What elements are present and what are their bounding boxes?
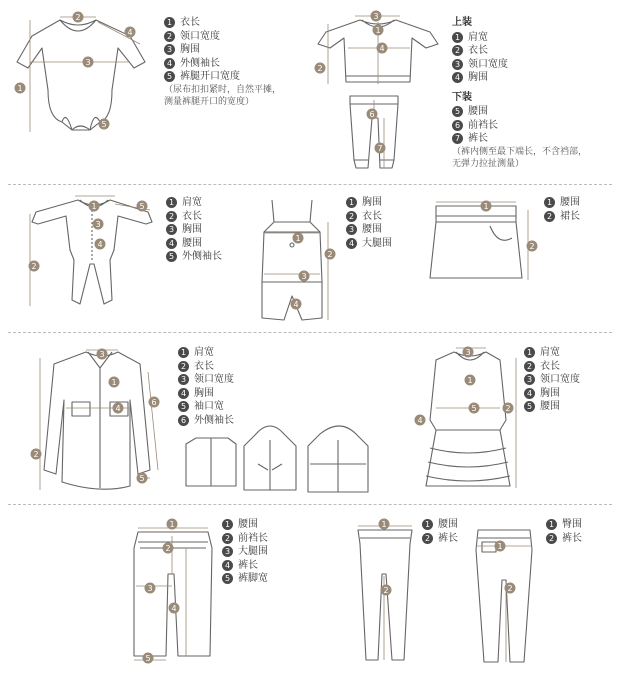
number-badge: 1 bbox=[524, 347, 535, 358]
legend-label: 腰围 bbox=[468, 106, 488, 117]
legend-label: 腰围 bbox=[238, 519, 258, 530]
top-heading: 上装 bbox=[452, 17, 472, 28]
leggings-legend bbox=[422, 518, 458, 545]
legend-label: 裙长 bbox=[560, 210, 580, 222]
number-badge: 1 bbox=[178, 347, 189, 358]
number-badge: 5 bbox=[164, 71, 175, 82]
svg-text:3: 3 bbox=[85, 58, 91, 67]
number-badge: 2 bbox=[544, 211, 555, 222]
svg-text:2: 2 bbox=[33, 450, 39, 459]
legend-label: 外侧袖长 bbox=[194, 414, 234, 426]
svg-text:1: 1 bbox=[375, 26, 381, 35]
legend-label: 领口宽度 bbox=[194, 374, 234, 385]
svg-text:5: 5 bbox=[471, 404, 477, 413]
svg-text:1: 1 bbox=[381, 520, 387, 529]
legend-item bbox=[524, 400, 580, 414]
number-badge: 1 bbox=[544, 197, 555, 208]
number-badge: 4 bbox=[178, 388, 189, 399]
number-badge: 2 bbox=[166, 211, 177, 222]
legend-label: 胸围 bbox=[468, 72, 488, 83]
shirt-legend bbox=[178, 346, 234, 427]
svg-text:1: 1 bbox=[17, 84, 23, 93]
legend-label: 裤长 bbox=[238, 559, 258, 571]
svg-text:6: 6 bbox=[151, 398, 157, 407]
legend-item bbox=[452, 105, 587, 119]
legend-label: 裤长 bbox=[468, 133, 488, 144]
legend-item bbox=[546, 518, 582, 532]
legend-item bbox=[546, 532, 582, 546]
trousers-legend bbox=[222, 518, 268, 586]
legend-label: 胸围 bbox=[540, 387, 560, 399]
svg-text:3: 3 bbox=[147, 584, 153, 593]
legend-label: 领口宽度 bbox=[180, 30, 220, 42]
legend-item bbox=[164, 43, 281, 57]
legend-item bbox=[524, 346, 580, 360]
svg-text:2: 2 bbox=[165, 544, 171, 553]
legend-label: 腰围 bbox=[540, 401, 560, 412]
section-divider bbox=[8, 184, 612, 185]
legend-label: 裤腿开口宽度 bbox=[180, 71, 240, 82]
svg-text:2: 2 bbox=[529, 242, 535, 251]
number-badge: 1 bbox=[346, 197, 357, 208]
number-badge: 2 bbox=[452, 45, 463, 56]
legend-item bbox=[222, 572, 268, 586]
svg-text:5: 5 bbox=[101, 120, 107, 129]
legend-item bbox=[178, 387, 234, 401]
number-badge: 3 bbox=[452, 59, 463, 70]
legend-item bbox=[452, 44, 587, 58]
svg-text:3: 3 bbox=[301, 272, 307, 281]
legend-item bbox=[544, 196, 580, 210]
number-badge: 3 bbox=[346, 224, 357, 235]
legend-label: 衣长 bbox=[194, 360, 214, 372]
legend-item bbox=[166, 250, 222, 264]
legend-label: 腰围 bbox=[560, 197, 580, 208]
svg-text:7: 7 bbox=[377, 144, 383, 153]
legend-label: 胸围 bbox=[180, 44, 200, 55]
legend-item bbox=[452, 132, 587, 146]
legend-label: 胸围 bbox=[182, 224, 202, 235]
overall-shorts-legend bbox=[346, 196, 392, 250]
legend-label: 裤长 bbox=[562, 532, 582, 544]
number-badge: 3 bbox=[178, 374, 189, 385]
legend-item bbox=[166, 196, 222, 210]
legend-label: 前裆长 bbox=[468, 119, 498, 131]
svg-text:1: 1 bbox=[467, 376, 473, 385]
legend-item bbox=[544, 210, 580, 224]
legend-item bbox=[346, 210, 392, 224]
svg-text:2: 2 bbox=[31, 262, 37, 271]
legend-label: 衣长 bbox=[180, 17, 200, 28]
number-badge: 2 bbox=[346, 211, 357, 222]
number-badge: 2 bbox=[164, 31, 175, 42]
skirt-legend bbox=[544, 196, 580, 223]
svg-text:4: 4 bbox=[171, 604, 177, 613]
legend-item bbox=[164, 57, 281, 71]
legend-item bbox=[164, 70, 281, 84]
legend-label: 外侧袖长 bbox=[182, 251, 222, 262]
legend-item bbox=[346, 237, 392, 251]
svg-text:3: 3 bbox=[373, 12, 379, 21]
dress-illustration bbox=[426, 352, 510, 486]
number-badge: 1 bbox=[452, 32, 463, 43]
svg-text:2: 2 bbox=[505, 404, 511, 413]
legend-item bbox=[524, 373, 580, 387]
legend-item bbox=[452, 119, 587, 133]
number-badge: 4 bbox=[222, 560, 233, 571]
legend-item bbox=[178, 373, 234, 387]
number-badge: 1 bbox=[222, 519, 233, 530]
svg-text:1: 1 bbox=[295, 234, 301, 243]
number-badge: 2 bbox=[546, 533, 557, 544]
svg-text:2: 2 bbox=[327, 250, 333, 259]
legend-label: 肩宽 bbox=[182, 197, 202, 208]
legend-item bbox=[422, 532, 458, 546]
number-badge: 2 bbox=[524, 361, 535, 372]
legend-label: 领口宽度 bbox=[540, 374, 580, 385]
legend-item bbox=[422, 518, 458, 532]
legend-item bbox=[178, 400, 234, 414]
bodysuit-legend bbox=[164, 16, 281, 108]
number-badge: 4 bbox=[166, 238, 177, 249]
number-badge: 4 bbox=[524, 388, 535, 399]
number-badge: 5 bbox=[524, 401, 535, 412]
legend-item bbox=[222, 518, 268, 532]
legend-item bbox=[524, 387, 580, 401]
number-badge: 2 bbox=[422, 533, 433, 544]
legend-item bbox=[452, 58, 587, 72]
svg-text:5: 5 bbox=[145, 654, 151, 663]
legend-item bbox=[452, 31, 587, 45]
svg-text:4: 4 bbox=[293, 300, 299, 309]
svg-text:1: 1 bbox=[169, 520, 175, 529]
legend-label: 胸围 bbox=[194, 387, 214, 399]
svg-text:3: 3 bbox=[99, 350, 105, 359]
number-badge: 1 bbox=[546, 519, 557, 530]
number-badge: 3 bbox=[166, 224, 177, 235]
legend-note: （裤内侧至最下端长，不含裆部， bbox=[452, 146, 588, 157]
legend-note: 测量裤腿开口的宽度） bbox=[164, 96, 255, 107]
svg-text:2: 2 bbox=[507, 584, 513, 593]
svg-text:1: 1 bbox=[91, 202, 97, 211]
small-jacket-1-illustration bbox=[186, 438, 236, 486]
legend-item bbox=[346, 196, 392, 210]
number-badge: 4 bbox=[164, 58, 175, 69]
legend-label: 肩宽 bbox=[468, 31, 488, 43]
legend-item bbox=[178, 360, 234, 374]
legend-item bbox=[166, 223, 222, 237]
legend-item bbox=[346, 223, 392, 237]
skirt-illustration bbox=[430, 206, 522, 278]
legend-label: 衣长 bbox=[362, 210, 382, 222]
svg-text:1: 1 bbox=[111, 378, 117, 387]
number-badge: 6 bbox=[452, 120, 463, 131]
legend-item bbox=[452, 71, 587, 85]
svg-text:2: 2 bbox=[75, 13, 81, 22]
legend-item bbox=[524, 360, 580, 374]
top-measures bbox=[328, 16, 410, 84]
legend-label: 领口宽度 bbox=[468, 58, 508, 70]
svg-text:3: 3 bbox=[95, 220, 101, 229]
svg-text:4: 4 bbox=[127, 28, 133, 37]
trousers-illustration bbox=[134, 532, 212, 656]
legend-label: 胸围 bbox=[362, 197, 382, 208]
legend-item bbox=[222, 545, 268, 559]
bodysuit-measures bbox=[30, 17, 140, 132]
svg-text:5: 5 bbox=[139, 202, 145, 211]
svg-text:4: 4 bbox=[379, 44, 385, 53]
legend-label: 肩宽 bbox=[194, 347, 214, 358]
legend-label: 裤脚宽 bbox=[238, 573, 268, 584]
svg-text:5: 5 bbox=[139, 474, 145, 483]
svg-text:6: 6 bbox=[369, 110, 375, 119]
number-badge: 3 bbox=[164, 44, 175, 55]
number-badge: 1 bbox=[166, 197, 177, 208]
number-badge: 5 bbox=[452, 106, 463, 117]
section-divider bbox=[8, 332, 612, 333]
number-badge: 5 bbox=[178, 401, 189, 412]
svg-text:4: 4 bbox=[417, 416, 423, 425]
legend-label: 腰围 bbox=[438, 519, 458, 530]
legend-item bbox=[166, 210, 222, 224]
bottom-heading: 下装 bbox=[452, 91, 472, 103]
legend-label: 外侧袖长 bbox=[180, 57, 220, 69]
number-badge: 3 bbox=[524, 374, 535, 385]
legend-item bbox=[178, 414, 234, 428]
svg-text:2: 2 bbox=[383, 586, 389, 595]
legend-item bbox=[164, 30, 281, 44]
section-divider bbox=[8, 504, 612, 505]
svg-text:4: 4 bbox=[97, 240, 103, 249]
legend-label: 衣长 bbox=[540, 360, 560, 372]
number-badge: 5 bbox=[222, 573, 233, 584]
legend-label: 腰围 bbox=[362, 224, 382, 235]
legend-label: 肩宽 bbox=[540, 347, 560, 358]
number-badge: 4 bbox=[346, 238, 357, 249]
legend-label: 衣长 bbox=[182, 210, 202, 222]
shirt-illustration bbox=[44, 352, 150, 489]
legend-label: 臀围 bbox=[562, 519, 582, 530]
number-badge: 5 bbox=[166, 251, 177, 262]
number-badge: 1 bbox=[422, 519, 433, 530]
small-hoodie-illustration bbox=[244, 426, 296, 490]
legend-note: 无弹力拉扯测量） bbox=[452, 158, 525, 169]
legend-label: 大腿围 bbox=[362, 237, 392, 249]
legend-label: 裤长 bbox=[438, 532, 458, 544]
romper-legend bbox=[166, 196, 222, 264]
svg-text:3: 3 bbox=[465, 348, 471, 357]
number-badge: 6 bbox=[178, 415, 189, 426]
svg-text:1: 1 bbox=[483, 202, 489, 211]
small-parka-illustration bbox=[308, 426, 368, 492]
dress-legend bbox=[524, 346, 580, 414]
legend-label: 衣长 bbox=[468, 45, 488, 56]
legend-item bbox=[166, 237, 222, 251]
legend-item bbox=[178, 346, 234, 360]
number-badge: 1 bbox=[164, 17, 175, 28]
legend-label: 前裆长 bbox=[238, 532, 268, 544]
romper-illustration bbox=[32, 200, 152, 304]
number-badge: 2 bbox=[178, 361, 189, 372]
legend-label: 袖口宽 bbox=[194, 401, 224, 412]
svg-text:2: 2 bbox=[317, 64, 323, 73]
tights-legend bbox=[546, 518, 582, 545]
legend-item bbox=[222, 559, 268, 573]
svg-text:1: 1 bbox=[497, 542, 503, 551]
tights-illustration bbox=[476, 530, 532, 662]
legend-item bbox=[164, 16, 281, 30]
legend-note: （尿布扣扣紧时，自然平摊， bbox=[164, 84, 282, 95]
number-badge: 3 bbox=[222, 546, 233, 557]
number-badge: 4 bbox=[452, 72, 463, 83]
legend-label: 腰围 bbox=[182, 237, 202, 249]
legend-item bbox=[222, 532, 268, 546]
legend-label: 大腿围 bbox=[238, 546, 268, 557]
number-badge: 2 bbox=[222, 533, 233, 544]
two-piece-legend bbox=[452, 14, 587, 170]
svg-text:4: 4 bbox=[115, 404, 121, 413]
number-badge: 7 bbox=[452, 133, 463, 144]
